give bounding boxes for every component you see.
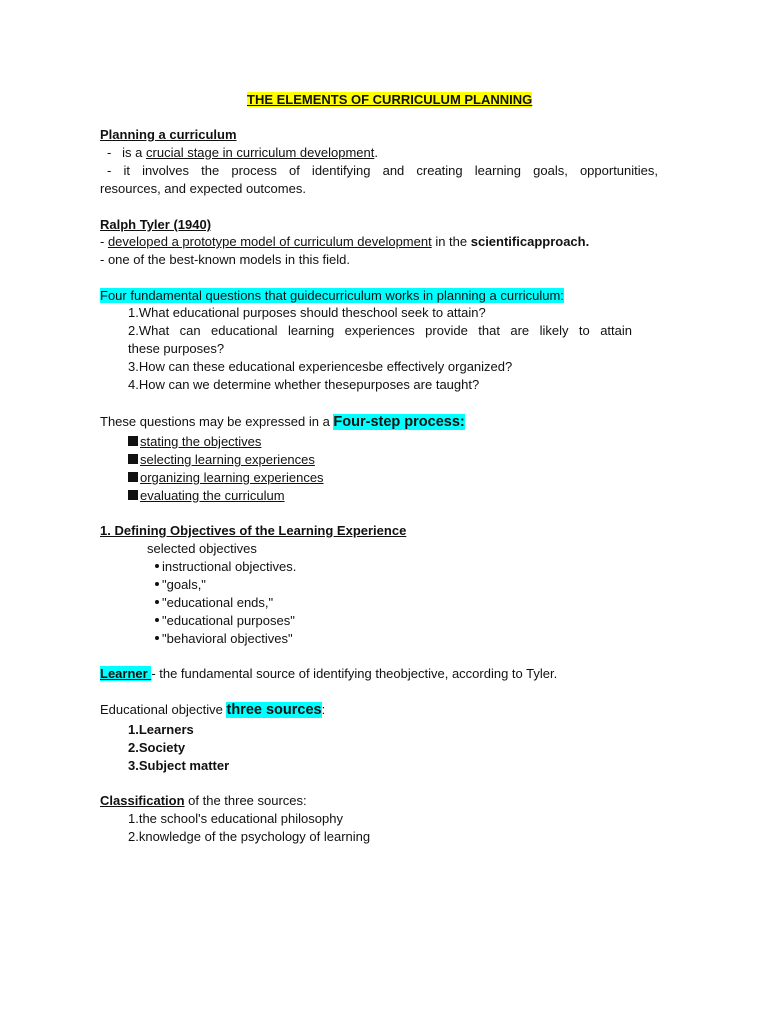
bullet-dot-icon — [155, 582, 159, 586]
question-4-num: 4. — [128, 377, 139, 392]
learner-text: - the fundamental source of identifying theobjective, according to Tyler. — [151, 666, 558, 681]
process-step-2 — [128, 451, 315, 469]
classification-item-1-text: the school's educational philosophy — [138, 811, 343, 826]
question-3-num: 3. — [128, 359, 139, 374]
objective-bullet-4-text: "educational purposes" — [162, 613, 295, 628]
planning-line-2: - it involves the process of identifying and creating learning goals, opportunities, — [107, 163, 658, 178]
objective-bullet-3-text: "educational ends," — [162, 595, 274, 610]
source-item-1 — [128, 721, 194, 739]
question-3-text: How can these educational experiencesbe effectively organized? — [138, 359, 513, 374]
question-2-cont — [128, 340, 224, 358]
page-title — [247, 91, 532, 109]
questions-heading-highlight: Four fundamental questions that guidecurriculum works in planning a curriculum: — [100, 288, 564, 303]
process-intro — [100, 413, 465, 435]
planning-heading: Planning a curriculum — [100, 127, 237, 142]
objective-bullet-1 — [155, 558, 296, 576]
square-bullet-icon — [128, 454, 138, 464]
question-4-text: How can we determine whether thesepurposes are taught? — [138, 377, 480, 392]
source-item-2 — [128, 739, 185, 757]
question-2-num: 2. — [128, 323, 139, 338]
question-1-text: What educational purposes should theschool seek to attain? — [138, 305, 486, 320]
process-step-1 — [128, 433, 261, 451]
objective-bullet-3 — [155, 594, 273, 612]
planning-line-1-link: crucial stage in curriculum development — [146, 145, 375, 160]
process-step-3-text: organizing learning experiences — [140, 470, 324, 485]
learner-label: Learner — [100, 666, 152, 681]
objective-bullet-1-text: instructional objectives. — [162, 559, 297, 574]
sources-colon: : — [321, 702, 326, 717]
objective-bullet-4 — [155, 612, 295, 630]
question-2-text: What can educational learning experiences provide that are likely to attain — [138, 323, 632, 338]
planning-line-3: resources, and expected outcomes. — [100, 181, 306, 196]
bullet-dot-icon — [155, 618, 159, 622]
title-highlight: THE ELEMENTS OF CURRICULUM PLANNING — [247, 92, 533, 107]
source-item-3-text: Subject matter — [138, 758, 230, 773]
process-highlight: Four-step process: — [333, 414, 465, 430]
process-step-3 — [128, 469, 324, 487]
classification-item-2 — [128, 828, 370, 846]
question-3 — [128, 358, 512, 376]
objectives-heading: 1. Defining Objectives of the Learning Experience — [100, 523, 407, 538]
source-item-3-num: 3. — [128, 758, 139, 773]
source-item-2-num: 2. — [128, 740, 139, 755]
objective-bullet-5-text: "behavioral objectives" — [162, 631, 293, 646]
tyler-line-1 — [100, 233, 589, 251]
square-bullet-icon — [128, 436, 138, 446]
tyler-line-1-prefix: - — [100, 234, 108, 249]
classification-item-1-num: 1. — [128, 811, 139, 826]
square-bullet-icon — [128, 490, 138, 500]
bullet-dot-icon — [155, 600, 159, 604]
questions-heading — [100, 287, 564, 305]
classification-text: of the three sources: — [184, 793, 307, 808]
question-1 — [128, 304, 486, 322]
bullet-dot-icon — [155, 564, 159, 568]
square-bullet-icon — [128, 472, 138, 482]
source-item-2-text: Society — [138, 740, 186, 755]
classification-item-1 — [128, 810, 343, 828]
process-step-1-text: stating the objectives — [140, 434, 262, 449]
objective-bullet-2-text: "goals," — [162, 577, 206, 592]
sources-intro — [100, 701, 325, 723]
process-step-4 — [128, 487, 285, 505]
source-item-1-text: Learners — [138, 722, 194, 737]
question-1-num: 1. — [128, 305, 139, 320]
classification-label: Classification — [100, 793, 185, 808]
process-intro-text: These questions may be expressed in a — [100, 414, 334, 429]
tyler-line-1-bold: scientificapproach. — [470, 234, 590, 249]
source-item-1-num: 1. — [128, 722, 139, 737]
planning-line-1-suffix: . — [374, 145, 378, 160]
bullet-dot-icon — [155, 636, 159, 640]
objective-bullet-2 — [155, 576, 206, 594]
classification-item-2-text: knowledge of the psychology of learning — [138, 829, 371, 844]
sources-intro-text: Educational objective — [100, 702, 227, 717]
tyler-heading: Ralph Tyler (1940) — [100, 217, 212, 232]
classification-item-2-num: 2. — [128, 829, 139, 844]
question-4 — [128, 376, 479, 394]
process-step-4-text: evaluating the curriculum — [140, 488, 285, 503]
sources-highlight: three sources — [226, 702, 322, 718]
planning-line-1-prefix: - is a — [107, 145, 147, 160]
question-2 — [128, 322, 632, 340]
objectives-subheading: selected objectives — [147, 541, 257, 556]
question-2-cont-text: these purposes? — [128, 341, 225, 356]
learner-line — [100, 665, 557, 683]
objective-bullet-5 — [155, 630, 293, 648]
tyler-line-1-link: developed a prototype model of curriculum development — [107, 234, 432, 249]
tyler-line-2: - one of the best-known models in this field. — [100, 252, 351, 267]
classification-line — [100, 792, 307, 810]
planning-line-1 — [107, 144, 378, 162]
tyler-line-1-mid: in the — [431, 234, 471, 249]
source-item-3 — [128, 757, 229, 775]
process-step-2-text: selecting learning experiences — [140, 452, 315, 467]
